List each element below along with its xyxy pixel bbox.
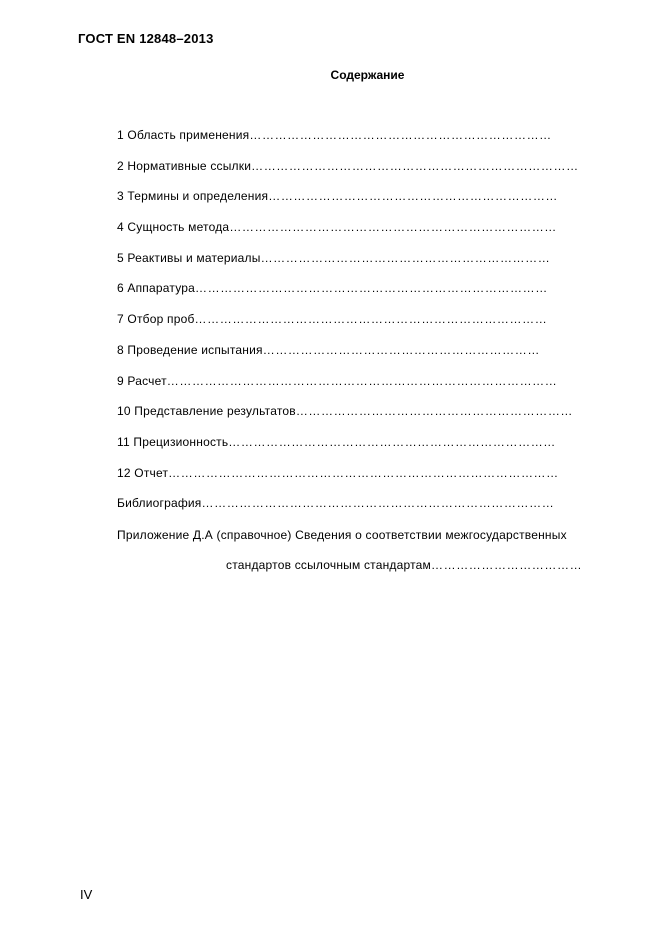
toc-item[interactable] xyxy=(117,466,617,497)
toc-item-label: 2 Нормативные ссылки xyxy=(117,158,252,173)
toc-item-leader: …………………………………………………………… xyxy=(268,189,559,204)
toc-appendix-label: стандартов ссылочным стандартам xyxy=(226,558,431,572)
toc-item-leader: ………………………………………………………………………… xyxy=(201,496,555,511)
toc-item[interactable] xyxy=(117,220,617,251)
toc-title: Содержание xyxy=(330,68,405,82)
toc-item-leader: …………………………………………………………… xyxy=(260,250,551,265)
toc-item-label: 10 Представление результатов xyxy=(117,404,296,419)
toc-item[interactable] xyxy=(117,281,617,312)
toc-item-leader: ………………………………………………………………………… xyxy=(195,281,548,296)
toc-item[interactable] xyxy=(117,128,617,159)
toc-item-label: 5 Реактивы и материалы xyxy=(117,250,261,265)
toc-item-label: 11 Прецизионность xyxy=(117,434,229,449)
toc-item[interactable] xyxy=(117,496,617,527)
toc-appendix-line2[interactable] xyxy=(226,558,582,573)
toc-item-label: 12 Отчет xyxy=(117,465,169,480)
toc-item-leader: …………………………………………………………………… xyxy=(229,220,557,235)
toc-item[interactable] xyxy=(117,189,617,220)
toc-item[interactable] xyxy=(117,374,617,405)
toc-item-leader: …………………………………………………………………… xyxy=(251,158,579,173)
toc-item-leader: ………………………………………………………… xyxy=(262,342,540,357)
toc-item[interactable] xyxy=(117,251,617,282)
toc-item[interactable] xyxy=(117,312,617,343)
toc-item[interactable] xyxy=(117,343,617,374)
toc-appendix-line1[interactable]: Приложение Д.А (справочное) Сведения о соответствии межгосударственных xyxy=(117,528,567,542)
toc-item-label: Библиография xyxy=(117,496,202,511)
toc-item-leader: ………………………………………………………………………………… xyxy=(168,465,559,480)
table-of-contents xyxy=(117,128,617,527)
toc-item-leader: …………………………………………………………………… xyxy=(228,434,556,449)
toc-item-label: 1 Область применения xyxy=(117,128,250,142)
toc-item-leader: ………………………………………………………… xyxy=(295,404,574,419)
toc-appendix-leader: ……………………………… xyxy=(431,558,583,572)
toc-item-leader: ………………………………………………………………………………… xyxy=(166,373,558,388)
toc-item-leader: ……………………………………………………………… xyxy=(249,128,552,142)
toc-item-leader: ………………………………………………………………………… xyxy=(194,312,548,327)
toc-item-label: 6 Аппаратура xyxy=(117,281,196,296)
toc-item[interactable] xyxy=(117,404,617,435)
toc-item-label: 4 Сущность метода xyxy=(117,220,230,235)
document-header: ГОСТ EN 12848–2013 xyxy=(78,31,214,46)
toc-item[interactable] xyxy=(117,435,617,466)
toc-item-label: 9 Расчет xyxy=(117,373,167,388)
toc-item-label: 8 Проведение испытания xyxy=(117,342,263,357)
toc-item[interactable] xyxy=(117,159,617,190)
toc-item-label: 3 Термины и определения xyxy=(117,189,269,204)
toc-item-label: 7 Отбор проб xyxy=(117,312,195,327)
page-number: IV xyxy=(80,887,93,902)
